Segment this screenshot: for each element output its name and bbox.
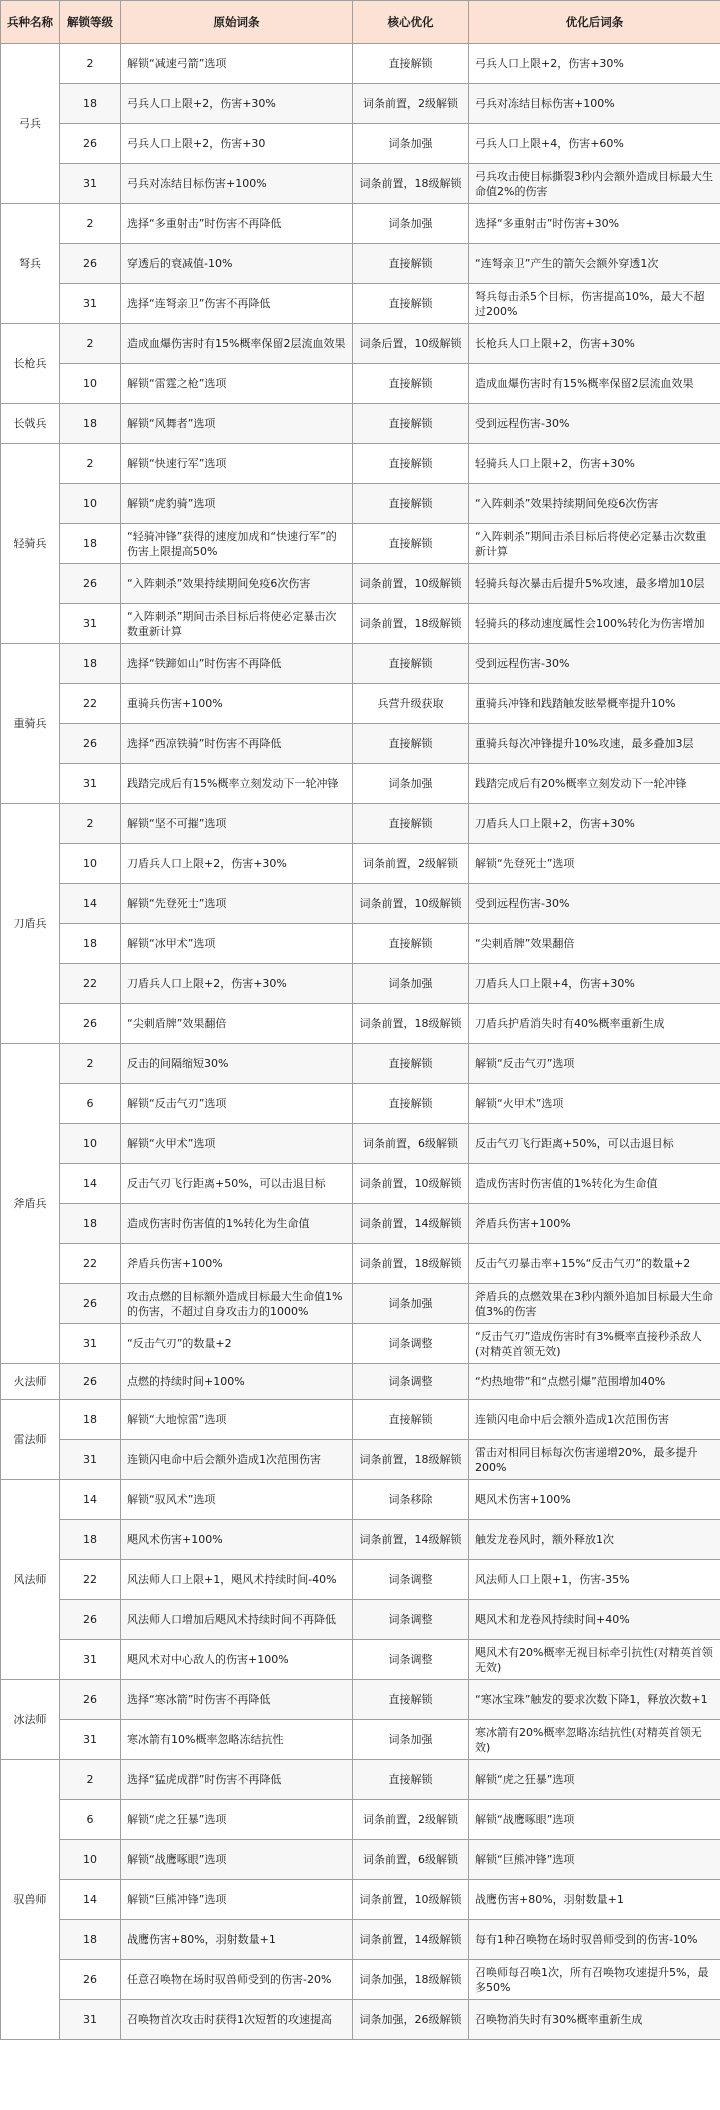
unit-name-cell: 刀盾兵 (1, 804, 60, 1044)
optimized-entry-cell: 反击气刃飞行距离+50%，可以击退目标 (469, 1124, 720, 1164)
table-row (1, 1004, 720, 1044)
core-change-cell: 直接解锁 (353, 524, 469, 564)
optimized-entry-cell: 飓风术伤害+100% (469, 1480, 720, 1520)
optimized-entry-cell: 斧盾兵伤害+100% (469, 1204, 720, 1244)
core-change-cell: 词条调整 (353, 1600, 469, 1640)
core-change-cell: 直接解锁 (353, 244, 469, 284)
original-entry-cell: 风法师人口增加后飓风术持续时间不再降低 (121, 1600, 353, 1640)
level-cell: 26 (60, 1004, 121, 1044)
table-row (1, 1124, 720, 1164)
table-row (1, 724, 720, 764)
optimized-entry-cell: 寒冰箭有20%概率忽略冻结抗性(对精英首领无效) (469, 1720, 720, 1760)
level-cell: 6 (60, 1800, 121, 1840)
original-entry-cell: 解锁“冰甲术”选项 (121, 924, 353, 964)
level-cell: 26 (60, 1960, 121, 2000)
core-change-cell: 词条前置，6级解锁 (353, 1124, 469, 1164)
core-change-cell: 词条加强 (353, 764, 469, 804)
unit-name-cell: 弩兵 (1, 204, 60, 324)
original-entry-cell: 解锁“巨熊冲锋”选项 (121, 1880, 353, 1920)
unit-name-cell: 风法师 (1, 1480, 60, 1680)
optimized-entry-cell: 弓兵人口上限+4，伤害+60% (469, 124, 720, 164)
core-change-cell: 词条加强 (353, 204, 469, 244)
optimized-entry-cell: 解锁“火甲术”选项 (469, 1084, 720, 1124)
original-entry-cell: 斧盾兵伤害+100% (121, 1244, 353, 1284)
unit-name-cell: 雷法师 (1, 1400, 60, 1480)
level-cell: 26 (60, 1600, 121, 1640)
core-change-cell: 词条前置，14级解锁 (353, 1920, 469, 1960)
table-row (1, 1520, 720, 1560)
original-entry-cell: 弓兵人口上限+2，伤害+30 (121, 124, 353, 164)
core-change-cell: 词条前置，10级解锁 (353, 1164, 469, 1204)
level-cell: 14 (60, 1880, 121, 1920)
level-cell: 31 (60, 1720, 121, 1760)
table-row (1, 1920, 720, 1960)
unit-name-cell: 轻骑兵 (1, 444, 60, 644)
original-entry-cell: 解锁“减速弓箭”选项 (121, 44, 353, 84)
core-change-cell: 直接解锁 (353, 1680, 469, 1720)
original-entry-cell: 解锁“先登死士”选项 (121, 884, 353, 924)
level-cell: 2 (60, 204, 121, 244)
level-cell: 2 (60, 1760, 121, 1800)
original-entry-cell: 解锁“虎之狂暴”选项 (121, 1800, 353, 1840)
original-entry-cell: “入阵刺杀”效果持续期间免疫6次伤害 (121, 564, 353, 604)
original-entry-cell: 连锁闪电命中后会额外造成1次范围伤害 (121, 1440, 353, 1480)
optimized-entry-cell: 受到远程伤害-30% (469, 644, 720, 684)
optimized-entry-cell: “连弩亲卫”产生的箭矢会额外穿透1次 (469, 244, 720, 284)
core-change-cell: 词条前置，6级解锁 (353, 1840, 469, 1880)
table-row (1, 1960, 720, 2000)
core-change-cell: 词条前置，10级解锁 (353, 564, 469, 604)
core-change-cell: 词条前置，10级解锁 (353, 884, 469, 924)
optimized-entry-cell: 召唤物消失时有30%概率重新生成 (469, 2000, 720, 2040)
level-cell: 26 (60, 124, 121, 164)
original-entry-cell: 解锁“雷霆之枪”选项 (121, 364, 353, 404)
level-cell: 18 (60, 1920, 121, 1960)
table-row (1, 1560, 720, 1600)
table-row (1, 284, 720, 324)
core-change-cell: 词条调整 (353, 1324, 469, 1364)
level-cell: 2 (60, 324, 121, 364)
core-change-cell: 词条加强 (353, 124, 469, 164)
optimized-entry-cell: 弓兵人口上限+2，伤害+30% (469, 44, 720, 84)
original-entry-cell: 战鹰伤害+80%，羽射数量+1 (121, 1920, 353, 1960)
core-change-cell: 兵营升级获取 (353, 684, 469, 724)
original-entry-cell: 选择“寒冰箭”时伤害不再降低 (121, 1680, 353, 1720)
core-change-cell: 词条前置，18级解锁 (353, 1244, 469, 1284)
optimized-entry-cell: 轻骑兵每次暴击后提升5%攻速，最多增加10层 (469, 564, 720, 604)
original-entry-cell: 选择“西凉铁骑”时伤害不再降低 (121, 724, 353, 764)
optimized-entry-cell: 轻骑兵的移动速度属性会100%转化为伤害增加 (469, 604, 720, 644)
core-change-cell: 词条加强 (353, 964, 469, 1004)
original-entry-cell: 穿透后的衰减值-10% (121, 244, 353, 284)
optimized-entry-cell: 造成伤害时伤害值的1%转化为生命值 (469, 1164, 720, 1204)
core-change-cell: 词条前置，18级解锁 (353, 164, 469, 204)
optimized-entry-cell: 解锁“战鹰啄眼”选项 (469, 1800, 720, 1840)
core-change-cell: 词条调整 (353, 1364, 469, 1400)
table-row (1, 1840, 720, 1880)
core-change-cell: 直接解锁 (353, 284, 469, 324)
header-unit: 兵种名称 (1, 1, 60, 44)
table-row (1, 44, 720, 84)
table-row (1, 1720, 720, 1760)
core-change-cell: 词条前置，14级解锁 (353, 1520, 469, 1560)
level-cell: 26 (60, 1284, 121, 1324)
level-cell: 18 (60, 524, 121, 564)
core-change-cell: 词条前置，18级解锁 (353, 1004, 469, 1044)
optimized-entry-cell: 召唤师每召唤1次，所有召唤物攻速提升5%，最多50% (469, 1960, 720, 2000)
core-change-cell: 词条加强，26级解锁 (353, 2000, 469, 2040)
optimized-entry-cell: 刀盾兵人口上限+4，伤害+30% (469, 964, 720, 1004)
level-cell: 6 (60, 1084, 121, 1124)
header-optimized: 优化后词条 (469, 1, 720, 44)
optimized-entry-cell: 轻骑兵人口上限+2，伤害+30% (469, 444, 720, 484)
level-cell: 14 (60, 884, 121, 924)
original-entry-cell: 弓兵对冻结目标伤害+100% (121, 164, 353, 204)
level-cell: 2 (60, 444, 121, 484)
level-cell: 2 (60, 1044, 121, 1084)
core-change-cell: 直接解锁 (353, 724, 469, 764)
original-entry-cell: 解锁“风舞者”选项 (121, 404, 353, 444)
optimized-entry-cell: 解锁“虎之狂暴”选项 (469, 1760, 720, 1800)
table-row (1, 1760, 720, 1800)
optimized-entry-cell: 弓兵对冻结目标伤害+100% (469, 84, 720, 124)
table-row (1, 1680, 720, 1720)
level-cell: 31 (60, 2000, 121, 2040)
level-cell: 10 (60, 844, 121, 884)
table-row (1, 484, 720, 524)
optimized-entry-cell: 解锁“反击气刃”选项 (469, 1044, 720, 1084)
table-row (1, 1084, 720, 1124)
original-entry-cell: 选择“猛虎成群”时伤害不再降低 (121, 1760, 353, 1800)
core-change-cell: 直接解锁 (353, 924, 469, 964)
table-row (1, 1204, 720, 1244)
core-change-cell: 词条前置，14级解锁 (353, 1204, 469, 1244)
optimized-entry-cell: 解锁“巨熊冲锋”选项 (469, 1840, 720, 1880)
table-row (1, 364, 720, 404)
original-entry-cell: 重骑兵伤害+100% (121, 684, 353, 724)
original-entry-cell: “反击气刃”的数量+2 (121, 1324, 353, 1364)
optimized-entry-cell: 飓风术和龙卷风持续时间+40% (469, 1600, 720, 1640)
table-row (1, 644, 720, 684)
core-change-cell: 直接解锁 (353, 1400, 469, 1440)
unit-name-cell: 火法师 (1, 1364, 60, 1400)
level-cell: 31 (60, 284, 121, 324)
level-cell: 2 (60, 804, 121, 844)
core-change-cell: 直接解锁 (353, 44, 469, 84)
table-body (1, 44, 720, 2040)
core-change-cell: 词条前置，18级解锁 (353, 604, 469, 644)
level-cell: 22 (60, 684, 121, 724)
level-cell: 22 (60, 1560, 121, 1600)
level-cell: 14 (60, 1164, 121, 1204)
table-row (1, 164, 720, 204)
optimized-entry-cell: 雷击对相同目标每次伤害递增20%，最多提升200% (469, 1440, 720, 1480)
table-row (1, 1400, 720, 1440)
optimized-entry-cell: 斧盾兵的点燃效果在3秒内额外追加目标最大生命值3%的伤害 (469, 1284, 720, 1324)
original-entry-cell: 解锁“快速行军”选项 (121, 444, 353, 484)
original-entry-cell: 践踏完成后有15%概率立刻发动下一轮冲锋 (121, 764, 353, 804)
level-cell: 10 (60, 364, 121, 404)
optimized-entry-cell: 反击气刃暴击率+15%“反击气刃”的数量+2 (469, 1244, 720, 1284)
level-cell: 26 (60, 724, 121, 764)
table-row (1, 604, 720, 644)
original-entry-cell: 选择“连弩亲卫”伤害不再降低 (121, 284, 353, 324)
core-change-cell: 词条前置，10级解锁 (353, 1880, 469, 1920)
optimized-entry-cell: 刀盾兵人口上限+2，伤害+30% (469, 804, 720, 844)
level-cell: 10 (60, 484, 121, 524)
table-row (1, 564, 720, 604)
core-change-cell: 词条调整 (353, 1640, 469, 1680)
optimized-entry-cell: “入阵刺杀”效果持续期间免疫6次伤害 (469, 484, 720, 524)
unit-name-cell: 驭兽师 (1, 1760, 60, 2040)
optimized-entry-cell: 飓风术有20%概率无视目标牵引抗性(对精英首领无效) (469, 1640, 720, 1680)
unit-name-cell: 弓兵 (1, 44, 60, 204)
original-entry-cell: “入阵刺杀”期间击杀目标后将使必定暴击次数重新计算 (121, 604, 353, 644)
core-change-cell: 词条后置，10级解锁 (353, 324, 469, 364)
core-change-cell: 词条前置，18级解锁 (353, 1440, 469, 1480)
original-entry-cell: 风法师人口上限+1，飓风术持续时间-40% (121, 1560, 353, 1600)
level-cell: 18 (60, 1400, 121, 1440)
original-entry-cell: 选择“铁蹄如山”时伤害不再降低 (121, 644, 353, 684)
level-cell: 10 (60, 1840, 121, 1880)
core-change-cell: 直接解锁 (353, 484, 469, 524)
optimized-entry-cell: “寒冰宝珠”触发的要求次数下降1，释放次数+1 (469, 1680, 720, 1720)
table-row (1, 244, 720, 284)
table-row (1, 1244, 720, 1284)
core-change-cell: 词条调整 (353, 1560, 469, 1600)
table-row (1, 524, 720, 564)
optimized-entry-cell: 选择“多重射击”时伤害+30% (469, 204, 720, 244)
original-entry-cell: “轻骑冲锋”获得的速度加成和“快速行军”的伤害上限提高50% (121, 524, 353, 564)
table-row (1, 1800, 720, 1840)
level-cell: 31 (60, 1324, 121, 1364)
original-entry-cell: 召唤物首次攻击时获得1次短暂的攻速提高 (121, 2000, 353, 2040)
level-cell: 18 (60, 84, 121, 124)
table-row (1, 324, 720, 364)
table-row (1, 844, 720, 884)
table-row (1, 684, 720, 724)
level-cell: 10 (60, 1124, 121, 1164)
optimized-entry-cell: 触发龙卷风时，额外释放1次 (469, 1520, 720, 1560)
original-entry-cell: 选择“多重射击”时伤害不再降低 (121, 204, 353, 244)
original-entry-cell: 任意召唤物在场时驭兽师受到的伤害-20% (121, 1960, 353, 2000)
core-change-cell: 直接解锁 (353, 1760, 469, 1800)
table-row (1, 1440, 720, 1480)
header-original: 原始词条 (121, 1, 353, 44)
unit-name-cell: 长戟兵 (1, 404, 60, 444)
optimized-entry-cell: “灼热地带”和“点燃引爆”范围增加40% (469, 1364, 720, 1400)
level-cell: 26 (60, 1680, 121, 1720)
unit-name-cell: 斧盾兵 (1, 1044, 60, 1364)
original-entry-cell: 飓风术对中心敌人的伤害+100% (121, 1640, 353, 1680)
table-row (1, 804, 720, 844)
optimized-entry-cell: “入阵刺杀”期间击杀目标后将使必定暴击次数重新计算 (469, 524, 720, 564)
core-change-cell: 直接解锁 (353, 1044, 469, 1084)
optimized-entry-cell: 每有1种召唤物在场时驭兽师受到的伤害-10% (469, 1920, 720, 1960)
table-row (1, 1480, 720, 1520)
unit-name-cell: 冰法师 (1, 1680, 60, 1760)
table-header (1, 1, 720, 44)
original-entry-cell: 刀盾兵人口上限+2，伤害+30% (121, 964, 353, 1004)
level-cell: 18 (60, 1204, 121, 1244)
core-change-cell: 词条加强 (353, 1284, 469, 1324)
original-entry-cell: 反击气刃飞行距离+50%，可以击退目标 (121, 1164, 353, 1204)
table-row (1, 204, 720, 244)
core-change-cell: 词条移除 (353, 1480, 469, 1520)
optimized-entry-cell: 造成血爆伤害时有15%概率保留2层流血效果 (469, 364, 720, 404)
core-change-cell: 词条前置，2级解锁 (353, 1800, 469, 1840)
optimized-entry-cell: “尖刺盾牌”效果翻倍 (469, 924, 720, 964)
core-change-cell: 词条前置，2级解锁 (353, 844, 469, 884)
level-cell: 2 (60, 44, 121, 84)
table-row (1, 1324, 720, 1364)
original-entry-cell: “尖刺盾牌”效果翻倍 (121, 1004, 353, 1044)
original-entry-cell: 攻击点燃的目标额外造成目标最大生命值1%的伤害，不超过自身攻击力的1000% (121, 1284, 353, 1324)
table-row (1, 1640, 720, 1680)
core-change-cell: 直接解锁 (353, 444, 469, 484)
original-entry-cell: 飓风术伤害+100% (121, 1520, 353, 1560)
original-entry-cell: 解锁“驭风术”选项 (121, 1480, 353, 1520)
optimized-entry-cell: “反击气刃”造成伤害时有3%概率直接秒杀敌人(对精英首领无效) (469, 1324, 720, 1364)
optimized-entry-cell: 重骑兵冲锋和践踏触发眩晕概率提升10% (469, 684, 720, 724)
table-row (1, 1044, 720, 1084)
optimized-entry-cell: 战鹰伤害+80%，羽射数量+1 (469, 1880, 720, 1920)
header-row (1, 1, 720, 44)
level-cell: 26 (60, 244, 121, 284)
optimized-entry-cell: 连锁闪电命中后会额外造成1次范围伤害 (469, 1400, 720, 1440)
unit-name-cell: 重骑兵 (1, 644, 60, 804)
original-entry-cell: 点燃的持续时间+100% (121, 1364, 353, 1400)
optimized-entry-cell: 践踏完成后有20%概率立刻发动下一轮冲锋 (469, 764, 720, 804)
original-entry-cell: 刀盾兵人口上限+2，伤害+30% (121, 844, 353, 884)
table-row (1, 84, 720, 124)
unit-name-cell: 长枪兵 (1, 324, 60, 404)
table-row (1, 2000, 720, 2040)
core-change-cell: 词条前置，2级解锁 (353, 84, 469, 124)
level-cell: 18 (60, 644, 121, 684)
level-cell: 22 (60, 1244, 121, 1284)
original-entry-cell: 解锁“虎豹骑”选项 (121, 484, 353, 524)
original-entry-cell: 造成血爆伤害时有15%概率保留2层流血效果 (121, 324, 353, 364)
level-cell: 31 (60, 604, 121, 644)
original-entry-cell: 造成伤害时伤害值的1%转化为生命值 (121, 1204, 353, 1244)
original-entry-cell: 解锁“火甲术”选项 (121, 1124, 353, 1164)
core-change-cell: 直接解锁 (353, 644, 469, 684)
header-core: 核心优化 (353, 1, 469, 44)
table-row (1, 404, 720, 444)
table-row (1, 884, 720, 924)
level-cell: 31 (60, 1640, 121, 1680)
table-row (1, 764, 720, 804)
table-row (1, 124, 720, 164)
table-row (1, 964, 720, 1004)
core-change-cell: 直接解锁 (353, 804, 469, 844)
table-row (1, 1164, 720, 1204)
table-row (1, 1364, 720, 1400)
table-row (1, 1284, 720, 1324)
core-change-cell: 直接解锁 (353, 1084, 469, 1124)
level-cell: 26 (60, 564, 121, 604)
header-level: 解锁等级 (60, 1, 121, 44)
optimized-entry-cell: 解锁“先登死士”选项 (469, 844, 720, 884)
optimized-entry-cell: 受到远程伤害-30% (469, 884, 720, 924)
optimized-entry-cell: 弓兵攻击使目标撕裂3秒内会额外造成目标最大生命值2%的伤害 (469, 164, 720, 204)
core-change-cell: 词条加强 (353, 1720, 469, 1760)
level-cell: 31 (60, 764, 121, 804)
level-cell: 26 (60, 1364, 121, 1400)
level-cell: 31 (60, 1440, 121, 1480)
level-cell: 18 (60, 924, 121, 964)
level-cell: 31 (60, 164, 121, 204)
original-entry-cell: 解锁“坚不可摧”选项 (121, 804, 353, 844)
core-change-cell: 词条加强，18级解锁 (353, 1960, 469, 2000)
optimized-entry-cell: 弩兵每击杀5个目标，伤害提高10%，最大不超过200% (469, 284, 720, 324)
level-cell: 14 (60, 1480, 121, 1520)
original-entry-cell: 解锁“反击气刃”选项 (121, 1084, 353, 1124)
optimized-entry-cell: 重骑兵每次冲锋提升10%攻速，最多叠加3层 (469, 724, 720, 764)
original-entry-cell: 反击的间隔缩短30% (121, 1044, 353, 1084)
level-cell: 22 (60, 964, 121, 1004)
table-row (1, 924, 720, 964)
optimized-entry-cell: 刀盾兵护盾消失时有40%概率重新生成 (469, 1004, 720, 1044)
level-cell: 18 (60, 1520, 121, 1560)
original-entry-cell: 寒冰箭有10%概率忽略冻结抗性 (121, 1720, 353, 1760)
optimized-entry-cell: 风法师人口上限+1，伤害-35% (469, 1560, 720, 1600)
original-entry-cell: 解锁“大地惊雷”选项 (121, 1400, 353, 1440)
table-row (1, 1880, 720, 1920)
level-cell: 18 (60, 404, 121, 444)
table-row (1, 444, 720, 484)
original-entry-cell: 解锁“战鹰啄眼”选项 (121, 1840, 353, 1880)
optimized-entry-cell: 长枪兵人口上限+2，伤害+30% (469, 324, 720, 364)
optimized-entry-cell: 受到远程伤害-30% (469, 404, 720, 444)
table-row (1, 1600, 720, 1640)
core-change-cell: 直接解锁 (353, 404, 469, 444)
core-change-cell: 直接解锁 (353, 364, 469, 404)
original-entry-cell: 弓兵人口上限+2，伤害+30% (121, 84, 353, 124)
